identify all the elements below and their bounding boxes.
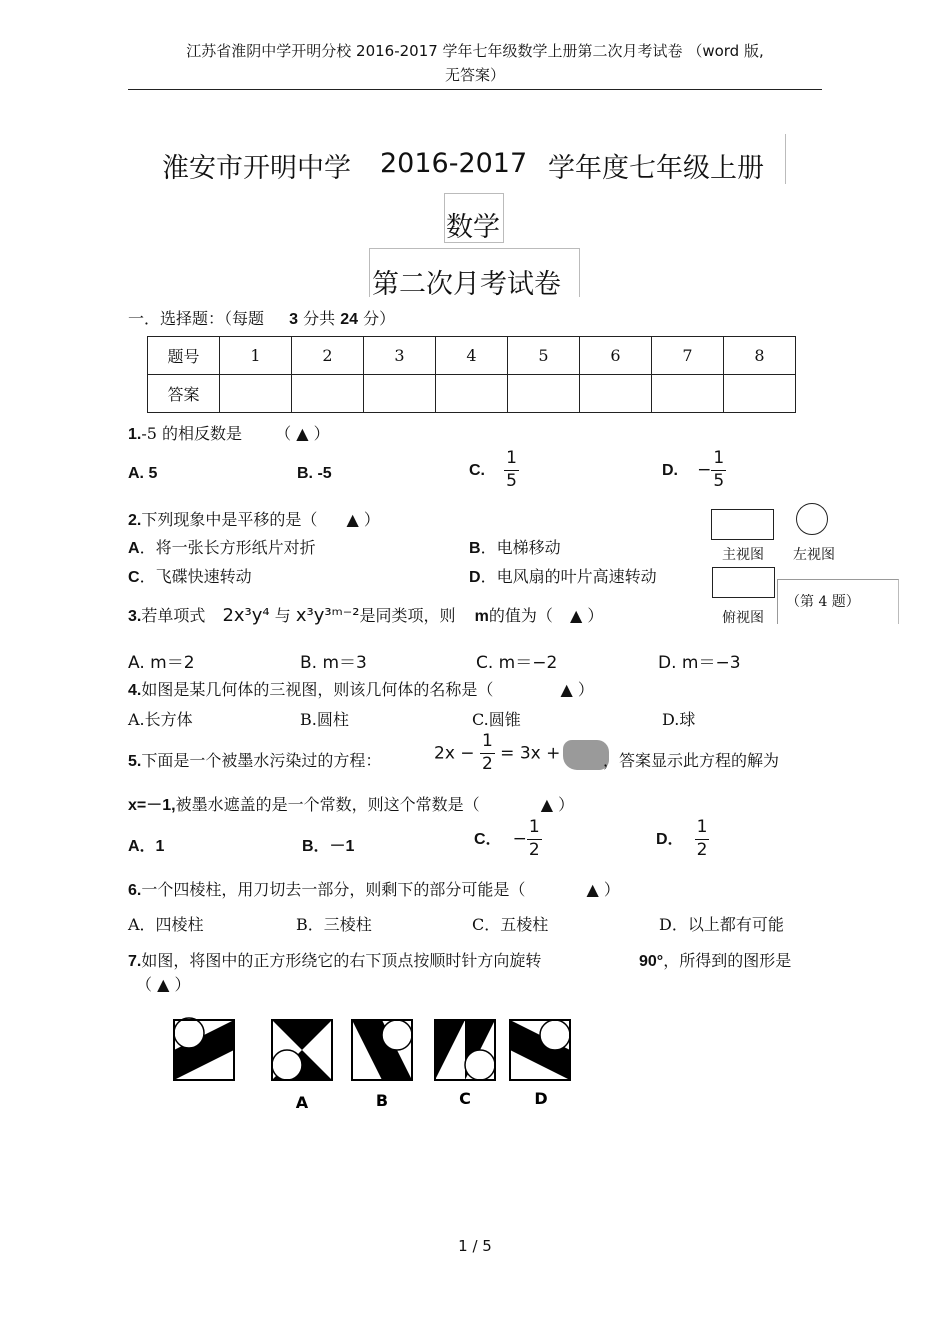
q1-option-c-label: C. xyxy=(469,461,485,479)
question-5-stem xyxy=(128,748,381,771)
section-mid: 分共 xyxy=(303,309,336,328)
q2-option-b xyxy=(469,535,561,558)
question-number-cell: 2 xyxy=(292,337,364,375)
answer-table-answer-row xyxy=(148,375,796,413)
q5-text: 下面是一个被墨水污染过的方程： xyxy=(141,751,382,770)
q4-option-a: A.长方体 xyxy=(128,710,193,729)
q5-option-c-fraction xyxy=(527,819,542,860)
q4-option-b: B.圆柱 xyxy=(300,710,349,729)
q1-option-b xyxy=(297,463,332,483)
q7-rest: ，所得到的图形是 xyxy=(663,951,792,970)
answer-table xyxy=(147,336,796,413)
title-grade: 学年度七年级上册 xyxy=(548,153,764,184)
q2-option-b-text: ．电梯移动 xyxy=(480,538,561,557)
q3-blank: ▲ ） xyxy=(569,606,604,625)
q7-option-d-label: D xyxy=(534,1089,548,1108)
q1-blank: （ ▲ ） xyxy=(275,424,330,443)
q5-line2-text: 被墨水遮盖的是一个常数，则这个常数是（ xyxy=(175,795,480,814)
q1-option-d-fraction xyxy=(711,450,726,491)
title-frame-line xyxy=(785,134,786,184)
q5-number: 5. xyxy=(128,753,142,770)
answer-table-row-head: 题号 xyxy=(148,337,220,375)
q5-rest: ，答案显示此方程的解为 xyxy=(603,751,780,770)
q2-text: 下列现象中是平移的是（ xyxy=(141,510,318,529)
q6-option-b: B．三棱柱 xyxy=(296,915,372,934)
q1-option-a xyxy=(128,463,157,483)
answer-cell[interactable] xyxy=(652,375,724,413)
q1-text: -5 的相反数是 xyxy=(141,424,243,443)
q5-option-c xyxy=(474,819,542,860)
q7-option-d-figure xyxy=(510,1020,570,1080)
q2-option-a-text: ．将一张长方形纸片对折 xyxy=(139,538,316,557)
q3-monomial-1: 2x³y⁴ xyxy=(222,605,270,626)
answer-cell[interactable] xyxy=(364,375,436,413)
q6-option-c: C．五棱柱 xyxy=(472,915,549,934)
front-view-rectangle xyxy=(711,509,774,540)
title-exam: 第二次月考试卷 xyxy=(372,269,561,300)
q4-option-d: D.球 xyxy=(662,710,696,729)
fraction-numerator: 1 xyxy=(506,448,517,468)
q7-original-square xyxy=(174,1018,234,1080)
q5-option-d-label: D． xyxy=(656,830,684,848)
fraction-numerator: 1 xyxy=(696,817,708,837)
left-view-label: 左视图 xyxy=(793,547,835,563)
title-school: 淮安市开明中学 xyxy=(162,153,351,184)
q1-option-d-label: D. xyxy=(662,461,678,479)
q7-option-b-figure xyxy=(352,1020,412,1080)
q3-end: 的值为（ xyxy=(488,606,553,625)
left-view-circle xyxy=(796,503,828,535)
top-view-label: 俯视图 xyxy=(722,610,764,626)
q2-number: 2. xyxy=(128,512,142,529)
q7-option-a-figure xyxy=(272,1020,332,1080)
q2-option-c-label: C xyxy=(128,569,140,586)
question-3-stem xyxy=(128,603,603,626)
page-number: 1 / 5 xyxy=(458,1237,492,1255)
q5-line2 xyxy=(128,792,574,815)
fraction-numerator: 1 xyxy=(528,817,540,837)
section-end: 分） xyxy=(363,309,396,328)
q1-number: 1. xyxy=(128,426,142,443)
q2-option-a-label: A xyxy=(128,540,140,557)
q2-option-d-text: ．电风扇的叶片高速转动 xyxy=(480,567,657,586)
q2-option-c-text: ．飞碟快速转动 xyxy=(139,567,252,586)
q2-option-a xyxy=(128,535,316,558)
question-7-stem xyxy=(128,948,541,971)
q5-option-b-text: B．－1 xyxy=(302,838,355,855)
q5-option-b xyxy=(302,833,354,856)
top-view-rectangle xyxy=(712,567,775,598)
fraction-denominator: 2 xyxy=(696,839,708,860)
q2-option-b-label: B xyxy=(469,540,481,557)
question-number-cell: 3 xyxy=(364,337,436,375)
question-4-stem xyxy=(128,677,594,700)
q1-option-c-fraction xyxy=(504,450,519,491)
answer-cell[interactable] xyxy=(220,375,292,413)
q5-option-a xyxy=(128,833,164,856)
question-number-cell: 8 xyxy=(724,337,796,375)
q6-text: 一个四棱柱，用刀切去一部分，则剩下的部分可能是（ xyxy=(141,880,526,899)
question-2-stem xyxy=(128,507,380,530)
page-header-line1: 江苏省淮阴中学开明分校 2016-2017 学年七年级数学上册第二次月考试卷 （word 版, xyxy=(186,42,764,60)
q3-option-c: C. m＝−2 xyxy=(476,653,558,673)
q7-option-c-label: C xyxy=(459,1089,471,1108)
fraction-denominator: 5 xyxy=(506,470,517,491)
q3-text: 若单项式 xyxy=(141,606,206,625)
q7-text: 如图，将图中的正方形绕它的右下顶点按顺时针方向旋转 xyxy=(141,951,542,970)
q3-number: 3. xyxy=(128,608,142,625)
q7-option-b-label: B xyxy=(375,1091,389,1110)
section-choice-heading xyxy=(128,306,395,329)
title-exam-frame xyxy=(369,248,580,297)
q1-option-c xyxy=(469,450,519,491)
q2-option-d-label: D xyxy=(469,569,481,586)
q6-blank: ▲ ） xyxy=(586,880,620,899)
q5-option-c-sign: − xyxy=(512,829,527,850)
question-number-cell: 5 xyxy=(508,337,580,375)
q3-option-a: A. m＝2 xyxy=(128,653,195,673)
answer-cell[interactable] xyxy=(724,375,796,413)
answer-table-header-row xyxy=(148,337,796,375)
q7-option-c-figure xyxy=(435,1020,495,1080)
q6-number: 6. xyxy=(128,882,142,899)
question-number-cell: 7 xyxy=(652,337,724,375)
fraction-numerator: 1 xyxy=(713,448,725,468)
fraction-numerator: 1 xyxy=(481,731,493,751)
section-total: 24 xyxy=(340,311,359,328)
q3-monomial-2: x³y³ᵐ⁻² xyxy=(295,605,360,626)
question-6-stem xyxy=(128,877,620,900)
fraction-denominator: 2 xyxy=(481,753,493,774)
question-number-cell: 6 xyxy=(580,337,652,375)
title-year: 2016-2017 xyxy=(380,148,528,179)
answer-cell[interactable] xyxy=(436,375,508,413)
answer-table-answer-head: 答案 xyxy=(148,375,220,413)
q5-solution: x=－1, xyxy=(128,797,176,814)
q2-option-c xyxy=(128,564,252,587)
q1-option-d-sign: − xyxy=(697,460,712,481)
q3-option-b: B. m＝3 xyxy=(300,653,367,673)
q5-eq-left: 2x − xyxy=(434,743,475,764)
q3-var: m xyxy=(474,608,489,625)
figure-caption: （第 4 题） xyxy=(786,594,860,610)
question-1-stem xyxy=(128,421,330,444)
q5-option-d-fraction xyxy=(695,819,710,860)
q1-option-a-text: A. 5 xyxy=(128,465,158,482)
title-subject: 数学 xyxy=(446,212,500,243)
q4-option-c: C.圆锥 xyxy=(472,710,521,729)
q7-angle: 90° xyxy=(639,953,664,970)
q7-figures xyxy=(168,1012,588,1112)
q3-with: 与 xyxy=(274,606,291,625)
answer-cell[interactable] xyxy=(508,375,580,413)
page-header-line2: 无答案） xyxy=(444,66,505,84)
q3-rest: 是同类项，则 xyxy=(359,606,456,625)
q2-option-d xyxy=(469,564,657,587)
q5-equation xyxy=(434,733,560,774)
front-view-label: 主视图 xyxy=(722,547,764,563)
q5-eq-fraction xyxy=(480,733,495,774)
q5-option-c-label: C． xyxy=(474,830,502,848)
q1-option-d xyxy=(662,450,726,491)
q6-option-d: D．以上都有可能 xyxy=(659,915,784,934)
fraction-denominator: 5 xyxy=(713,470,725,491)
q2-blank: ▲ ） xyxy=(346,510,380,529)
q7-number: 7. xyxy=(128,953,142,970)
q4-blank: ▲ ） xyxy=(560,680,594,699)
q3-option-d: D. m＝−3 xyxy=(658,653,741,673)
q5-blank: ▲ ） xyxy=(540,795,575,814)
q5-option-d xyxy=(656,819,709,860)
question-number-cell: 1 xyxy=(220,337,292,375)
q6-option-a: A．四棱柱 xyxy=(128,915,204,934)
q5-option-a-text: A．1 xyxy=(128,838,165,855)
q7-option-a-label: A xyxy=(295,1093,309,1112)
fraction-denominator: 2 xyxy=(528,839,540,860)
section-label: 一．选择题：（每题 xyxy=(128,309,265,328)
question-number-cell: 4 xyxy=(436,337,508,375)
q7-blank: （ ▲ ） xyxy=(136,975,191,994)
q5-eq-right: = 3x + xyxy=(500,743,561,764)
section-per: 3 xyxy=(289,311,299,328)
q1-option-b-text: B. -5 xyxy=(297,465,332,482)
answer-cell[interactable] xyxy=(292,375,364,413)
q4-text: 如图是某几何体的三视图，则该几何体的名称是（ xyxy=(141,680,494,699)
q4-number: 4. xyxy=(128,682,142,699)
title-subject-frame xyxy=(444,193,504,243)
header-rule xyxy=(128,89,822,90)
answer-cell[interactable] xyxy=(580,375,652,413)
q7-angle-line xyxy=(639,948,791,971)
